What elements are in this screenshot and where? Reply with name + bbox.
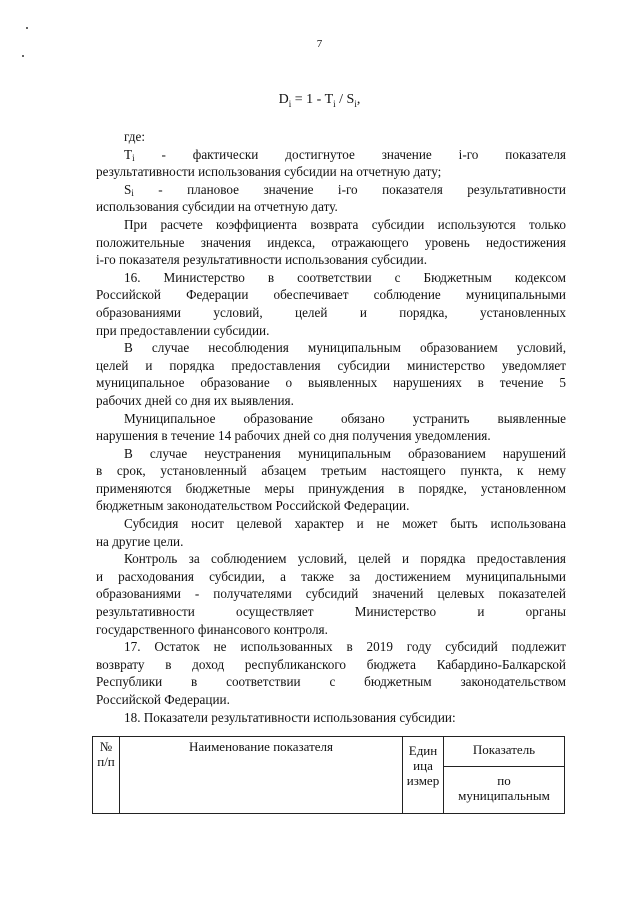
paragraph-line: муниципальное образование о выявленных нарушениях в течение 5 <box>96 375 566 391</box>
paragraph-line: В случае несоблюдения муниципальным образованием условий, <box>124 340 566 356</box>
paragraph-line: образованиями условий, целей и порядка, установленных <box>96 304 566 320</box>
paragraph-line: i-го показателя результативности использования субсидии. <box>96 252 428 268</box>
margin-dot <box>22 55 24 57</box>
paragraph-line: целей и порядка предоставления субсидии министерство уведомляет <box>96 357 566 373</box>
paragraph-line: При расчете коэффициента возврата субсидии используются только <box>124 216 566 232</box>
paragraph-line: государственного финансового контроля. <box>96 621 328 637</box>
paragraph-line: результативности использования субсидии на отчетную дату; <box>96 164 442 180</box>
paragraph-line: Российской Федерации обеспечивает соблюдение муниципальными <box>96 287 566 303</box>
column-header-unit: Един ица измер <box>403 737 444 814</box>
indicators-table <box>92 736 565 814</box>
paragraph-line: в срок, установленный абзацем третьим настоящего пункта, к нему <box>96 463 566 479</box>
paragraph-line: результативности осуществляет Министерство и органы <box>96 604 566 620</box>
column-subheader-municipal: по муниципальным <box>444 767 565 814</box>
paragraph-line: бюджетным законодательством Российской Федерации. <box>96 498 410 514</box>
paragraph-line: образованиями - получателями субсидий значений целевых показателей <box>96 586 566 602</box>
paragraph-line: на другие цели. <box>96 533 184 549</box>
paragraph-line: 18. Показатели результативности использования субсидии: <box>124 709 456 725</box>
paragraph-line: Контроль за соблюдением условий, целей и порядка предоставления <box>124 551 566 567</box>
paragraph-line: Муниципальное образование обязано устранить выявленные <box>124 410 566 426</box>
paragraph-line: Российской Федерации. <box>96 692 230 707</box>
paragraph-line: В случае неустранения муниципальным образованием нарушений <box>124 445 566 461</box>
column-header-number: № п/п <box>93 737 120 814</box>
column-header-name: Наименование показателя <box>120 737 403 814</box>
margin-dot <box>26 27 28 29</box>
paragraph-line: положительные значения индекса, отражающего уровень недостижения <box>96 234 566 250</box>
paragraph-line: рабочих дней со дня их выявления. <box>96 392 294 408</box>
where-label: где: <box>124 129 145 144</box>
formula: $D_i = 1 - T_i / S_i$, <box>278 92 361 109</box>
paragraph-line: использования субсидии на отчетную дату. <box>96 199 338 215</box>
definition-s: $S_i$ - плановое значение i-го показателя результативности <box>124 181 566 198</box>
paragraph-line: Субсидия носит целевой характер и не может быть использована <box>124 516 566 532</box>
definition-t: $T_i$ - фактически достигнутое значение i-го показателя <box>124 146 566 163</box>
paragraph-line: Республики в соответствии с бюджетным законодательством <box>96 674 566 690</box>
paragraph-line: при предоставлении субсидии. <box>96 322 270 338</box>
paragraph-line: нарушения в течение 14 рабочих дней со дня получения уведомления. <box>96 428 491 444</box>
paragraph-line: 17. Остаток не использованных в 2019 году субсидий подлежит <box>124 639 566 655</box>
document-body <box>96 128 566 726</box>
column-header-value: Показатель <box>444 737 565 767</box>
paragraph-line: применяются бюджетные меры принуждения в порядке, установленном <box>96 480 566 496</box>
paragraph-line: 16. Министерство в соответствии с Бюджетным кодексом <box>124 269 566 285</box>
paragraph-line: возврату в доход республиканского бюджета Кабардино-Балкарской <box>96 656 566 672</box>
paragraph-line: и расходования субсидии, а также за достижением муниципальными <box>96 568 566 584</box>
page-number: 7 <box>316 38 323 50</box>
